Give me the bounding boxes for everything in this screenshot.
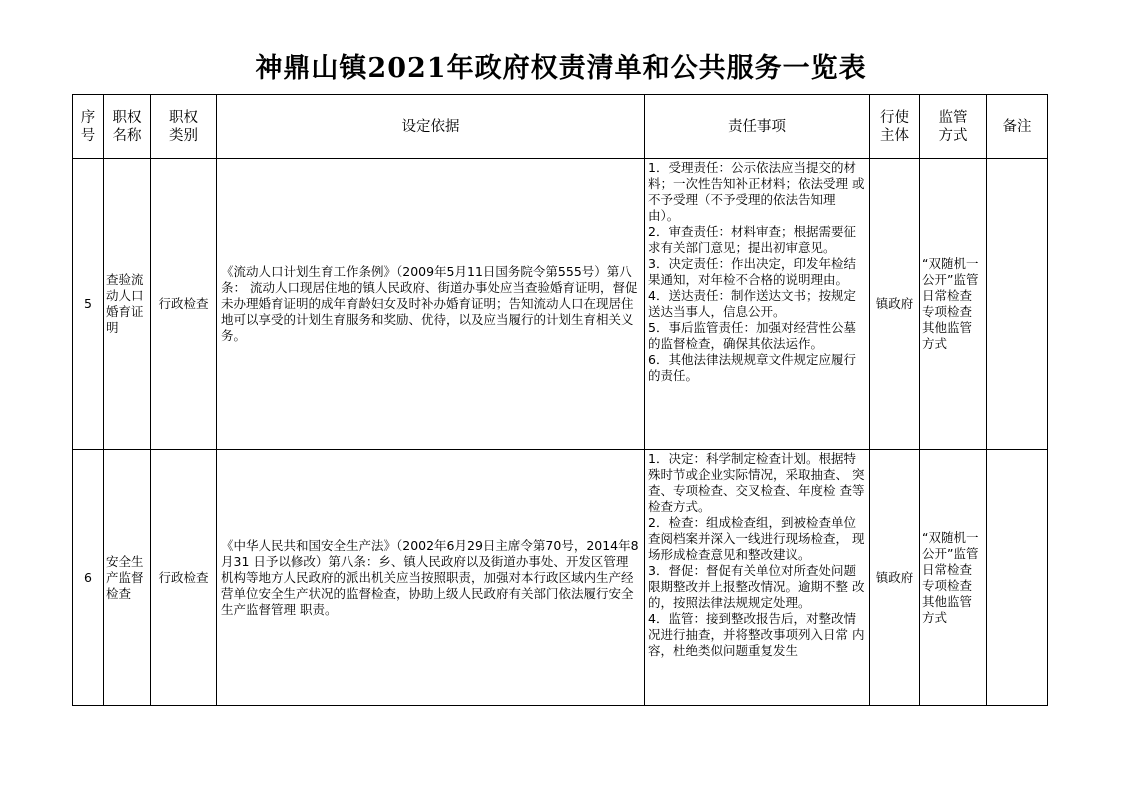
header-supervision: 监管方式 <box>920 95 987 159</box>
header-power-name: 职权名称 <box>104 95 151 159</box>
row-power-type: 行政检查 <box>151 450 217 706</box>
responsibility-item: 4．送达责任：制作送达文书；按规定 送达当事人，信息公开。 <box>648 288 856 319</box>
responsibility-item: 4．监管：接到整改报告后，对整改情 况进行抽查，并将整改事项列入日常 内容，杜绝类似问题重复发生 <box>648 611 865 658</box>
header-seq: 序号 <box>73 95 104 159</box>
power-list-table <box>72 94 1048 706</box>
supervision-item: 其他监管方式 <box>922 320 973 351</box>
header-responsibility: 责任事项 <box>645 95 870 159</box>
header-row <box>73 95 1048 159</box>
row-seq: 6 <box>73 450 104 706</box>
row-basis: 《中华人民共和国安全生产法》（2002年6月29日主席令第70号，2014年8月31 日予以修改）第八条：乡、镇人民政府以及街道办事处、开发区管理机构等地方人民政府的派出机关应当按照职责，加强对本行政区域内生产经营单位安全生产状况的监督检查，协助上级人民政府有关部门依法履行安全生产监督管理 职责。 <box>217 450 645 706</box>
supervision-item: “双随机一公开”监管 <box>922 529 979 561</box>
row-subject: 镇政府 <box>870 159 920 450</box>
supervision-item: 专项检查 <box>922 577 973 593</box>
responsibility-item: 1．受理责任：公示依法应当提交的材 料；一次性告知补正材料；依法受理 或不予受理（不予受理的依法告知理 由）。 <box>648 160 865 223</box>
header-remark: 备注 <box>987 95 1048 159</box>
responsibility-item: 6．其他法律法规规章文件规定应履行 的责任。 <box>648 352 856 383</box>
header-subject: 行使主体 <box>870 95 920 159</box>
row-responsibility <box>645 159 870 450</box>
table-row <box>73 450 1048 706</box>
supervision-item: 专项检查 <box>922 304 973 319</box>
page-title: 神鼎山镇2021年政府权责清单和公共服务一览表 <box>255 53 867 84</box>
row-power-type: 行政检查 <box>151 159 217 450</box>
row-seq: 5 <box>73 159 104 450</box>
row-power-name: 查验流动人口婚育证明 <box>104 159 151 450</box>
responsibility-item: 2．审查责任：材料审查；根据需要征 求有关部门意见；提出初审意见。 <box>648 224 856 255</box>
supervision-item: 日常检查 <box>922 561 973 577</box>
table-row <box>73 159 1048 450</box>
row-power-name: 安全生产监督检查 <box>104 450 151 706</box>
header-power-type: 职权类别 <box>151 95 217 159</box>
row-responsibility <box>645 450 870 706</box>
header-basis: 设定依据 <box>217 95 645 159</box>
responsibility-item: 3．督促：督促有关单位对所查处问题 限期整改并上报整改情况。逾期不整 改的，按照法律法规规定处理。 <box>648 563 865 610</box>
row-supervision <box>920 159 987 450</box>
responsibility-item: 5．事后监管责任：加强对经营性公墓 的监督检查，确保其依法运作。 <box>648 320 856 351</box>
row-remark <box>987 159 1048 450</box>
row-remark <box>987 450 1048 706</box>
responsibility-item: 3．决定责任：作出决定，印发年检结 果通知，对年检不合格的说明理由。 <box>648 256 856 287</box>
row-supervision <box>920 450 987 706</box>
responsibility-item: 2．检查：组成检查组，到被检查单位 查阅档案并深入一线进行现场检查， 现场形成检查意见和整改建议。 <box>648 515 865 562</box>
supervision-item: “双随机一公开”监管 <box>922 256 979 287</box>
supervision-item: 日常检查 <box>922 288 973 303</box>
responsibility-item: 1．决定：科学制定检查计划。根据特 殊时节或企业实际情况，采取抽查、 突查、专项检查、交叉检查、年度检 查等检查方式。 <box>648 451 865 514</box>
supervision-item: 其他监管方式 <box>922 593 973 625</box>
row-basis: 《流动人口计划生育工作条例》（2009年5月11日国务院令第555号）第八条： 流动人口现居住地的镇人民政府、街道办事处应当查验婚育证明，督促未办理婚育证明的成年育龄妇女及时补办婚育证明；告知流动人口在现居住地可以享受的计划生育服务和奖励、优待，以及应当履行的计划生育相关义务。 <box>217 159 645 450</box>
row-subject: 镇政府 <box>870 450 920 706</box>
